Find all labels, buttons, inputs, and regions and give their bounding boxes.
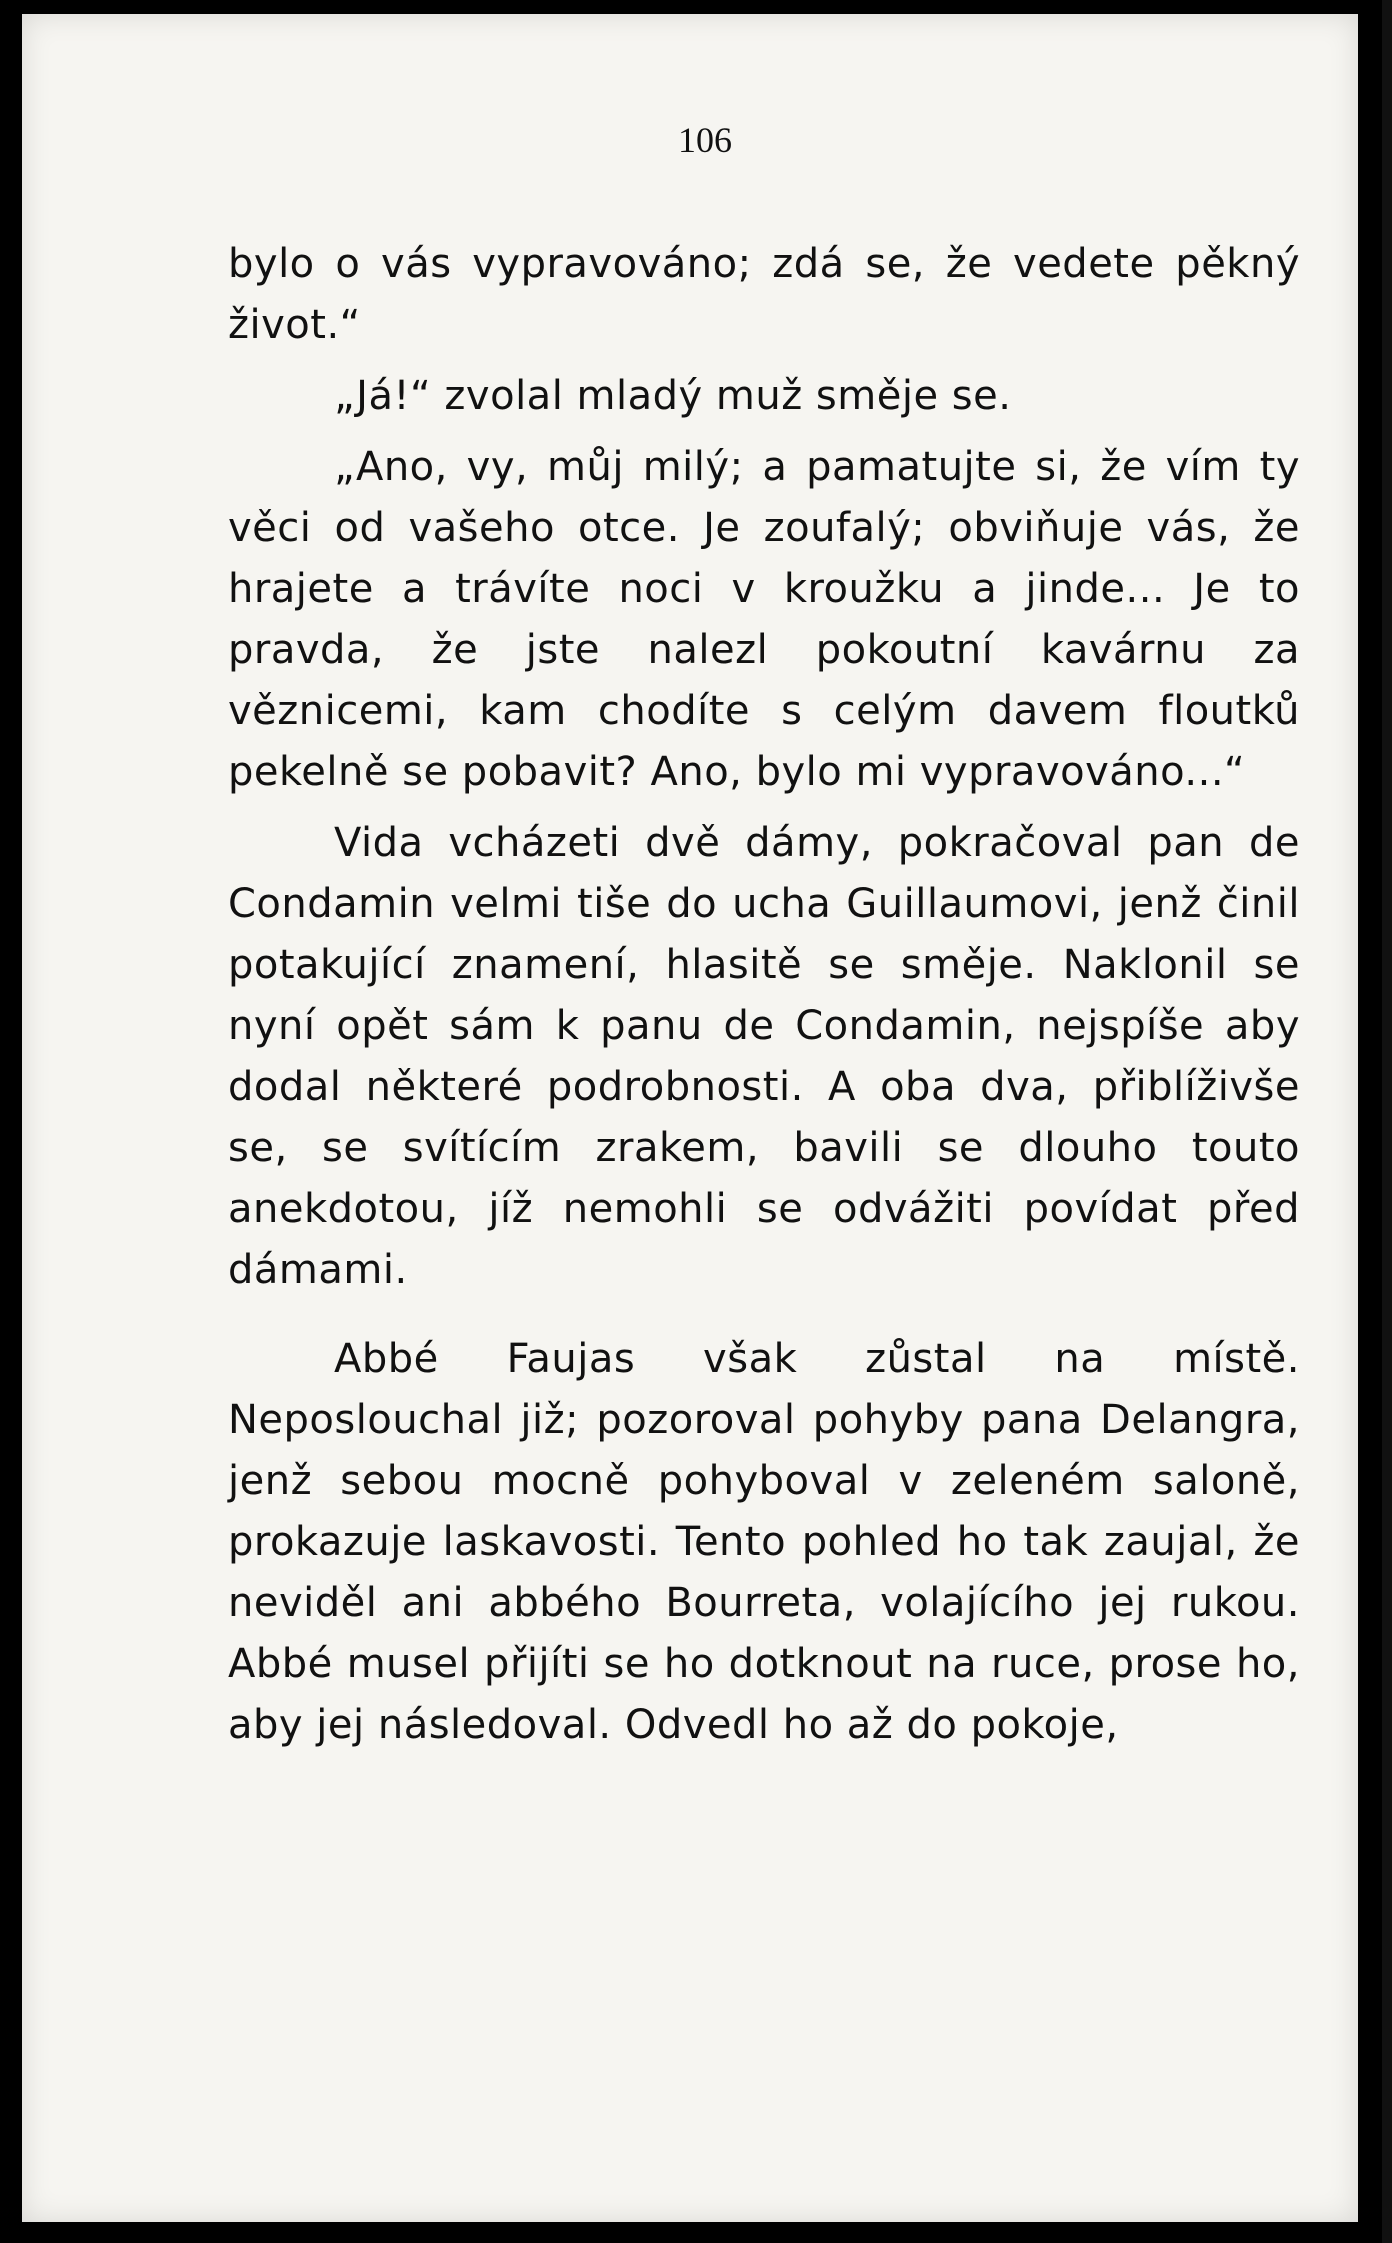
- body-text: [228, 234, 1300, 1756]
- page-number: 106: [678, 120, 732, 160]
- paragraph-continuation: bylo o vás vypravováno; zdá se, že vedete pěkný život.“: [228, 241, 1300, 348]
- paragraph-narrative-abbe: Abbé Faujas však zůstal na místě. Neposlouchal již; pozoroval pohyby pana Delangra, jenž sebou mocně pohyboval v zeleném saloně, prokazuje laskavosti. Tento pohled ho tak zaujal, že neviděl ani abbého Bourreta, volajícího jej rukou. Abbé musel přijíti se ho dotknout na ruce, prose ho, aby jej následoval. Odvedl ho až do pokoje,: [228, 1336, 1300, 1748]
- book-page: [22, 14, 1358, 2222]
- paragraph-narrative-vida: Vida vcházeti dvě dámy, pokračoval pan de Condamin velmi tiše do ucha Guillaumovi, jenž činil potakující znamení, hlasitě se směje. Naklonil se nyní opět sám k panu de Condamin, nejspíše aby dodal některé podrobnosti. A oba dva, přiblíživše se, se svítícím zrakem, bavili se dlouho touto anekdotou, jíž nemohli se odvážiti povídat před dámami.: [228, 820, 1300, 1293]
- paragraph-dialogue-ano: „Ano, vy, můj milý; a pamatujte si, že vím ty věci od vašeho otce. Je zoufalý; obviňuje vás, že hrajete a trávíte noci v kroužku a jinde... Je to pravda, že jste nalezl pokoutní kavárnu za věznicemi, kam chodíte s celým davem floutků pekelně se pobavit? Ano, bylo mi vypravováno...“: [228, 444, 1300, 795]
- page-edge-shadow: [1382, 0, 1392, 2243]
- paragraph-dialogue-ja: „Já!“ zvolal mladý muž směje se.: [334, 373, 1012, 419]
